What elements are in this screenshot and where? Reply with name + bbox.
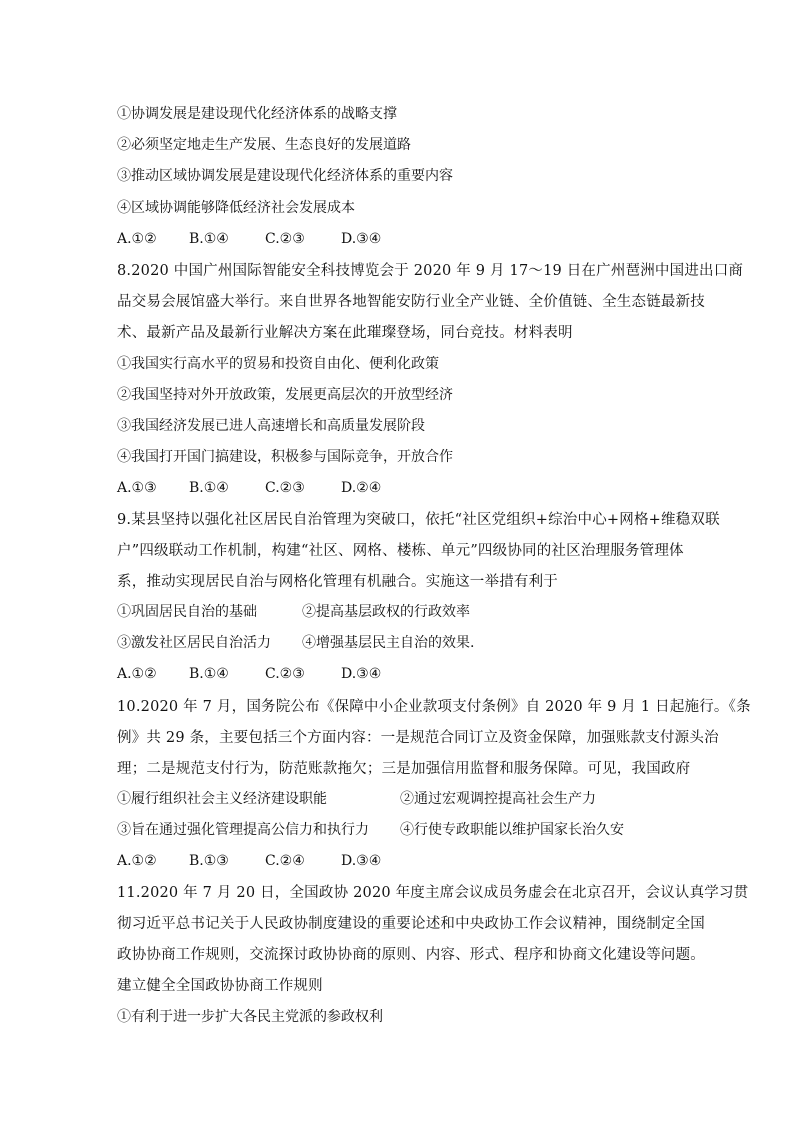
q8-item-2: ②我国坚持对外开放政策，发展更高层次的开放型经济 [117, 387, 453, 403]
q7-item-4: ④区域协调能够降低经济社会发展成本 [117, 200, 355, 216]
q7-option-a: A.①② [117, 231, 157, 247]
q11-stem-line-4: 建立健全全国政协协商工作规则 [117, 978, 323, 994]
q8-option-b: B.①④ [189, 480, 229, 496]
q8-item-4: ④我国打开国门搞建设，积极参与国际竞争，开放合作 [117, 449, 453, 465]
q8-item-1: ①我国实行高水平的贸易和投资自由化、便利化政策 [117, 356, 439, 372]
q8-stem-line-3: 术、最新产品及最新行业解决方案在此璀璨登场，同台竞技。材料表明 [117, 325, 573, 341]
q9-stem-line-2: 户”四级联动工作机制，构建“社区、网格、楼栋、单元”四级协同的社区治理服务管理体 [117, 543, 684, 559]
q9-item-3: ③激发社区居民自治活力 [117, 635, 271, 651]
q9-option-d: D.③④ [341, 666, 382, 682]
q9-item-1: ①巩固居民自治的基础 [117, 604, 257, 620]
q10-item-3: ③旨在通过强化管理提高公信力和执行力 [117, 822, 369, 838]
q9-stem-line-3: 系，推动实现居民自治与网格化管理有机融合。实施这一举措有利于 [117, 574, 558, 590]
q10-stem-line-2: 例》共 29 条，主要包括三个方面内容：一是规范合同订立及资金保障，加强账款支付源头治 [117, 730, 719, 746]
q10-option-c: C.②④ [265, 853, 305, 869]
q8-item-3: ③我国经济发展已进人高速增长和高质量发展阶段 [117, 418, 425, 434]
q8-option-a: A.①③ [117, 480, 157, 496]
q10-item-4: ④行使专政职能以维护国家长治久安 [400, 822, 624, 838]
q11-stem-line-3: 政协协商工作规则，交流探讨政协协商的原则、内容、形式、程序和协商文化建设等问题。 [117, 947, 705, 963]
q7-item-1: ①协调发展是建设现代化经济体系的战略支撑 [117, 106, 397, 122]
q10-option-b: B.①③ [189, 853, 229, 869]
q9-option-b: B.①④ [189, 666, 229, 682]
q9-stem-line-1: 9.某县坚持以强化社区居民自治管理为突破口，依托“社区党组织+综治中心+网格+维稳双联 [117, 512, 720, 528]
q8-option-c: C.②③ [265, 480, 305, 496]
q10-item-1: ①履行组织社会主义经济建设职能 [117, 791, 327, 807]
q7-item-2: ②必须坚定地走生产发展、生态良好的发展道路 [117, 137, 411, 153]
q7-item-3: ③推动区域协调发展是建设现代化经济体系的重要内容 [117, 168, 453, 184]
q10-stem-line-3: 理；二是规范支付行为，防范账款拖欠；三是加强信用监督和服务保障。可见，我国政府 [117, 761, 691, 777]
q9-item-2: ②提高基层政权的行政效率 [302, 604, 470, 620]
q10-option-a: A.①② [117, 853, 157, 869]
q8-stem-line-1: 8.2020 中国广州国际智能安全科技博览会于 2020 年 9 月 17～19 日在广州琶洲中国进出口商 [117, 263, 744, 279]
q9-option-c: C.②③ [265, 666, 305, 682]
q7-option-d: D.③④ [341, 231, 382, 247]
q11-stem-line-2: 彻习近平总书记关于人民政协制度建设的重要论述和中央政协工作会议精神，围绕制定全国 [117, 916, 705, 932]
q8-option-d: D.②④ [341, 480, 382, 496]
q8-stem-line-2: 品交易会展馆盛大举行。来自世界各地智能安防行业全产业链、全价值链、全生态链最新技 [117, 294, 705, 310]
q10-item-2: ②通过宏观调控提高社会生产力 [400, 791, 596, 807]
q7-option-b: B.①④ [189, 231, 229, 247]
q10-stem-line-1: 10.2020 年 7 月，国务院公布《保障中小企业款项支付条例》自 2020 年 9 月 1 日起施行。《条 [117, 699, 751, 715]
q7-option-c: C.②③ [265, 231, 305, 247]
q11-item-1: ①有利于进一步扩大各民主党派的参政权利 [117, 1009, 383, 1025]
q10-option-d: D.③④ [341, 853, 382, 869]
q9-option-a: A.①② [117, 666, 157, 682]
q9-item-4: ④增强基层民主自治的效果. [302, 635, 475, 651]
q11-stem-line-1: 11.2020 年 7 月 20 日，全国政协 2020 年度主席会议成员务虚会在北京召开，会议认真学习贯 [117, 885, 749, 901]
